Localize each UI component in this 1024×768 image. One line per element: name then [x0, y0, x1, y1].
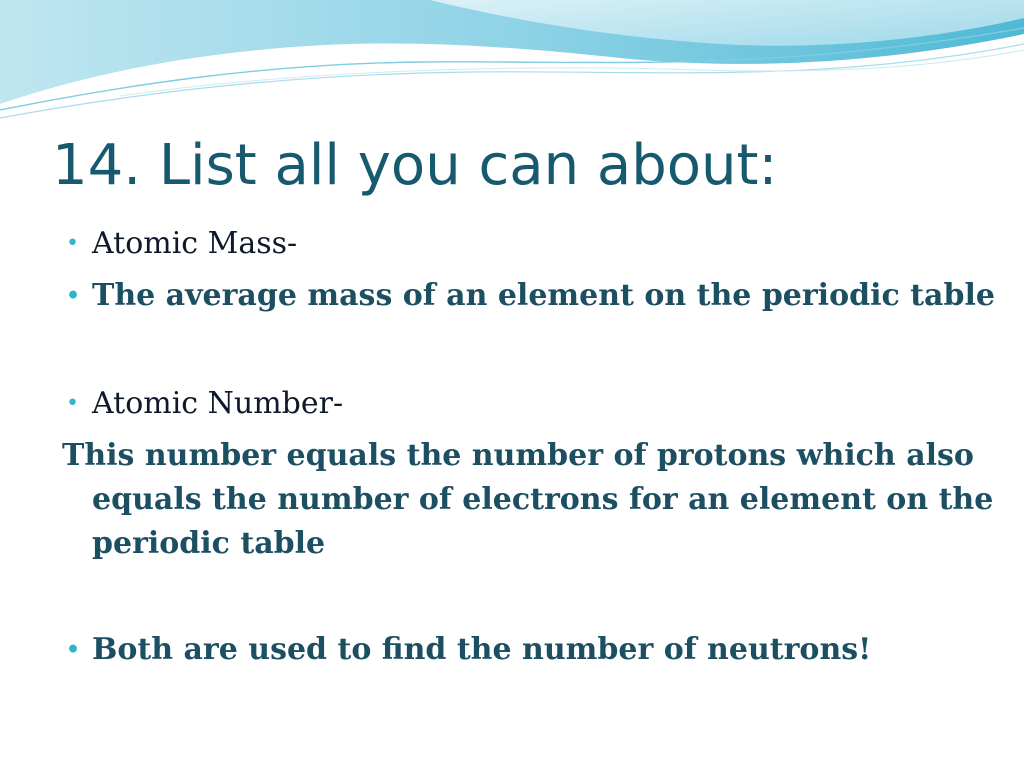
- list-item: [62, 222, 1022, 266]
- item-text: Atomic Mass-: [92, 226, 298, 261]
- wave-line-3: [120, 50, 1024, 96]
- slide-content: [62, 222, 1022, 672]
- wave-header-decoration: [0, 0, 1024, 130]
- item-text: The average mass of an element on the periodic table: [92, 278, 995, 313]
- list-item: [62, 382, 1022, 426]
- item-text: Both are used to find the number of neutrons!: [92, 632, 872, 667]
- bullet-icon: •: [66, 283, 81, 309]
- list-item: [62, 628, 1022, 672]
- list-item: [62, 274, 1022, 318]
- slide-title: 14. List all you can about:: [52, 133, 778, 198]
- item-text: Atomic Number-: [92, 386, 344, 421]
- bullet-icon: •: [66, 391, 79, 416]
- bullet-icon: •: [66, 637, 81, 663]
- bullet-icon: •: [66, 231, 79, 256]
- paragraph: This number equals the number of protons which also equals the number of electrons for an element on the periodic table: [62, 438, 994, 561]
